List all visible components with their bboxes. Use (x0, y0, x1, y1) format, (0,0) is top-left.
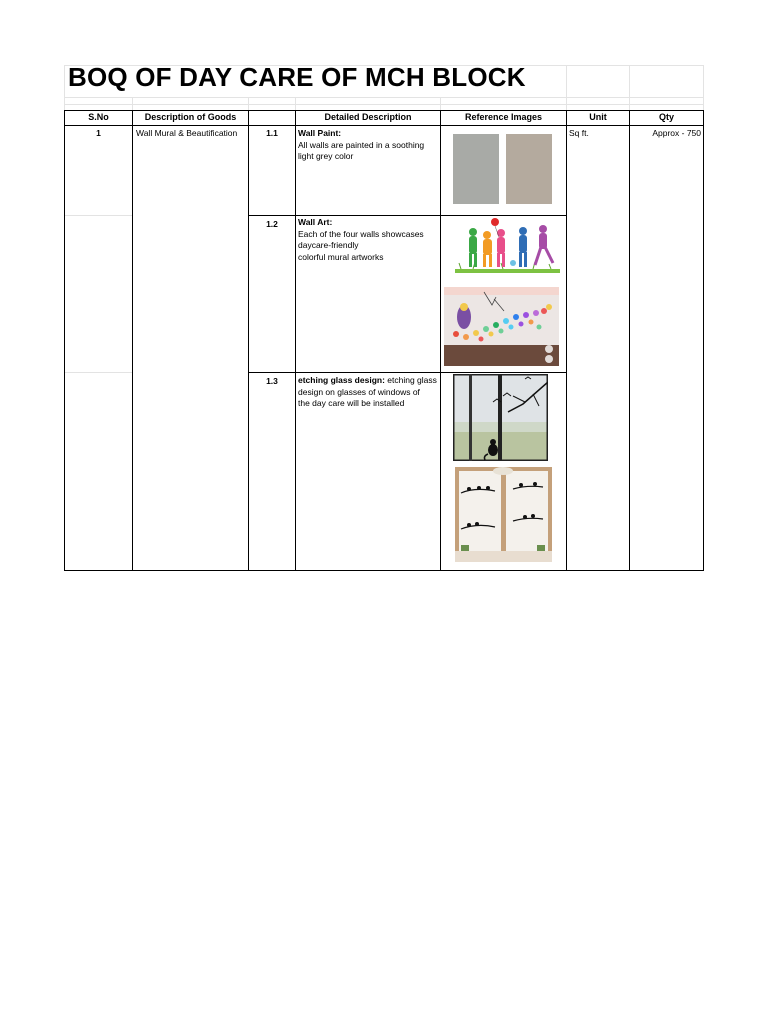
header-images: Reference Images (464, 112, 543, 122)
gridline (566, 65, 567, 111)
col-border (248, 110, 249, 571)
item-label: etching glass design: (298, 375, 385, 385)
row-border (248, 372, 567, 373)
item-description (298, 375, 439, 410)
item-text-line: Each of the four walls showcases (298, 228, 424, 239)
item-text-line: All walls are painted in a soothing (298, 139, 425, 150)
item-description (298, 217, 438, 263)
page-title: BOQ OF DAY CARE OF MCH BLOCK (68, 62, 526, 92)
item-text-line: daycare-friendly (298, 240, 359, 250)
gridline (629, 65, 630, 111)
row-goods: Wall Mural & Beautification (136, 128, 238, 138)
header-sno: S.No (88, 112, 109, 122)
row-border (248, 215, 567, 216)
gridline (295, 97, 296, 111)
table-border-bottom (64, 570, 704, 571)
gridline (440, 97, 441, 111)
header-bottom-border (64, 125, 704, 126)
item-text-line: etching glass (384, 375, 437, 385)
grey-paint-swatch (453, 134, 499, 204)
table-border-left (64, 110, 65, 571)
gridline (248, 97, 249, 111)
item-text-line: design on glasses of windows of (298, 386, 420, 397)
header-goods: Description of Goods (144, 112, 237, 122)
item-number: 1.3 (266, 376, 278, 386)
gridline (64, 97, 704, 98)
item-number: 1.2 (266, 219, 278, 229)
window-branch-etching-image (453, 374, 548, 461)
gridline (703, 65, 704, 111)
gridline (64, 65, 65, 111)
taupe-paint-swatch (506, 134, 552, 204)
item-text-line: light grey color (298, 151, 354, 161)
item-label: Wall Art: (298, 217, 333, 227)
item-text-line: the day care will be installed (298, 398, 405, 408)
header-unit: Unit (589, 112, 607, 122)
row-qty: Approx - 750 (652, 128, 701, 138)
colorful-wall-mural-image (444, 287, 559, 366)
item-description (298, 128, 438, 163)
children-silhouette-mural-image (443, 217, 560, 285)
col-border (295, 110, 296, 571)
header-detail: Detailed Description (324, 112, 412, 122)
gridline (132, 97, 133, 111)
col-border (132, 110, 133, 571)
gridline (65, 215, 132, 216)
col-border (629, 110, 630, 571)
header-qty: Qty (658, 112, 674, 122)
col-border (566, 110, 567, 571)
item-text-line: colorful mural artworks (298, 251, 384, 262)
gridline (65, 372, 132, 373)
item-label: Wall Paint: (298, 128, 342, 138)
table-border-right (703, 110, 704, 571)
col-border (440, 110, 441, 571)
row-sno: 1 (96, 128, 101, 138)
window-birds-etching-image (455, 467, 552, 562)
gridline (64, 104, 704, 105)
item-number: 1.1 (266, 128, 278, 138)
row-unit: Sq ft. (569, 128, 589, 138)
